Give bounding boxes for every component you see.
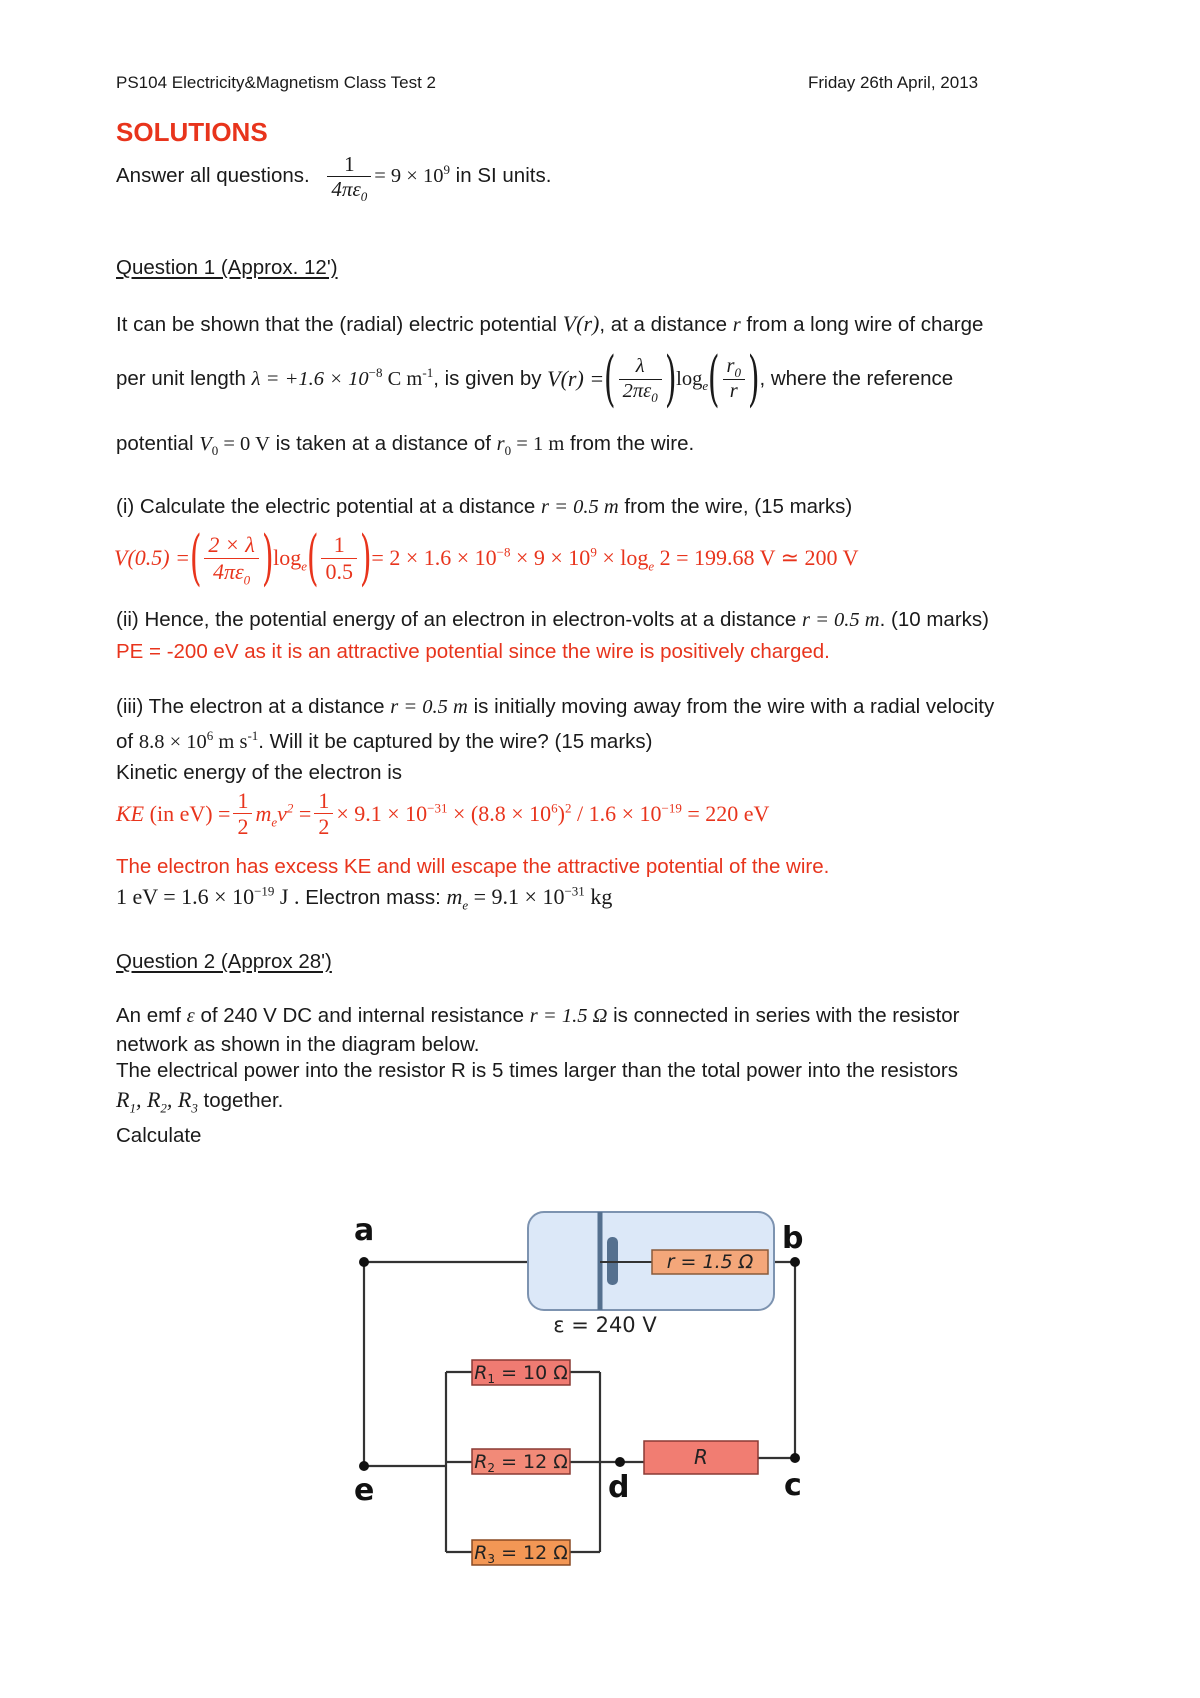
node-e-label: e	[354, 1473, 375, 1508]
intro-text: Answer all questions.	[116, 164, 310, 188]
header-course: PS104 Electricity&Magnetism Class Test 2	[116, 73, 436, 92]
q1-line3: potential $V_0 = 0$ V is taken at a distance of $r_0 = 1$ m from the wire.	[116, 432, 695, 459]
q2-line1: An emf ε of 240 V DC and internal resistance r = 1.5 Ω is connected in series with the resistor	[116, 1004, 960, 1027]
node-b-label: b	[782, 1221, 804, 1256]
q2-line5: Calculate	[116, 1124, 202, 1147]
q2-line4: $R_1$, $R_2$, $R_3$ together.	[116, 1087, 284, 1116]
node-c-label: c	[784, 1468, 802, 1503]
node-a-label: a	[354, 1213, 375, 1248]
node-e-dot	[359, 1461, 369, 1471]
q1-line2: per unit length $\lambda = +1.6 \times 10^{-8}$ C $m^{-1}$, is given by V(r) =( $\frac{\lambda}{2\pi\varepsilon_0}$ )$\log_e$( $\frac{r_0}{r}$ ), where the reference	[116, 344, 954, 414]
resistor-r1-label: $R_1 = 10$ Ω	[474, 1362, 568, 1386]
emf-label: ε = 240 V	[553, 1313, 657, 1337]
q2-line2: network as shown in the diagram below.	[116, 1033, 480, 1056]
q1-solution-iii: The electron has excess KE and will escape the attractive potential of the wire.	[116, 855, 830, 878]
q1-part-iii-line2: of $8.8 \times 10^6$ m $s^{-1}$. Will it be captured by the wire? (15 marks)	[116, 728, 653, 753]
q1-ke-equation: KE (in eV) = $\frac{1}{2}$ $m_ev^2$ = $\frac{1}{2}$ × $9.1 \times 10^{-31} \times (8.8 \times 10^6)^2 / 1.6 \times 10^{-19} = 220$ eV	[116, 788, 770, 840]
node-c-dot	[790, 1453, 800, 1463]
resistor-r3-label: $R_3 = 12$ Ω	[474, 1542, 568, 1566]
page-title: SOLUTIONS	[116, 117, 268, 147]
node-d-dot	[615, 1457, 625, 1467]
q1-ke-label: Kinetic energy of the electron is	[116, 761, 403, 784]
q1-heading: Question 1 (Approx. 12')	[116, 256, 338, 279]
q1-part-i: (i) Calculate the electric potential at a distance r = 0.5 m from the wire, (15 marks)	[116, 495, 853, 518]
internal-resistor-label: r = 1.5 Ω	[666, 1251, 754, 1273]
resistor-r2-label: $R_2 = 12$ Ω	[474, 1451, 568, 1475]
q1-part-ii: (ii) Hence, the potential energy of an electron in electron-volts at a distance r = 0.5 m. (10 marks)	[116, 608, 989, 631]
q2-heading: Question 2 (Approx 28')	[116, 950, 332, 973]
q1-constants: 1 eV = $1.6 \times 10^{-19}$ J . Electron mass: $m_e = 9.1 \times 10^{-31}$ kg	[116, 883, 613, 913]
header-date: Friday 26th April, 2013	[808, 73, 979, 92]
node-b-dot	[790, 1257, 800, 1267]
q1-part-iii-line1: (iii) The electron at a distance r = 0.5 m is initially moving away from the wire with a radial velocity	[116, 695, 995, 718]
coulomb-constant-fraction: $\frac{1}{4\pi\varepsilon_0}$	[327, 152, 371, 201]
intro-line: Answer all questions. $\frac{1}{4\pi\varepsilon_0}$ = $9 \times 10^9$ in SI units.	[116, 152, 552, 205]
q1-line1: It can be shown that the (radial) electric potential V(r), at a distance r from a long wire of charge	[116, 311, 984, 336]
q2-line3: The electrical power into the resistor R is 5 times larger than the total power into the resistors	[116, 1059, 959, 1082]
q1-solution-ii: PE = -200 eV as it is an attractive potential since the wire is positively charged.	[116, 640, 830, 663]
q1-solution-i: V(0.5) =( $\frac{2 \times \lambda}{4\pi\varepsilon_0}$ )$\log_e$( $\frac{1}{0.5}$ )= $2 \times 1.6 \times 10^{-8} \times 9 \times 10^9 \times \log_e 2 = 199.68$ V ≃ 200 V	[114, 523, 859, 593]
node-d-label: d	[608, 1470, 630, 1505]
intro-units: in SI units.	[455, 164, 552, 188]
resistor-r-label: R	[694, 1445, 708, 1469]
node-a-dot	[359, 1257, 369, 1267]
